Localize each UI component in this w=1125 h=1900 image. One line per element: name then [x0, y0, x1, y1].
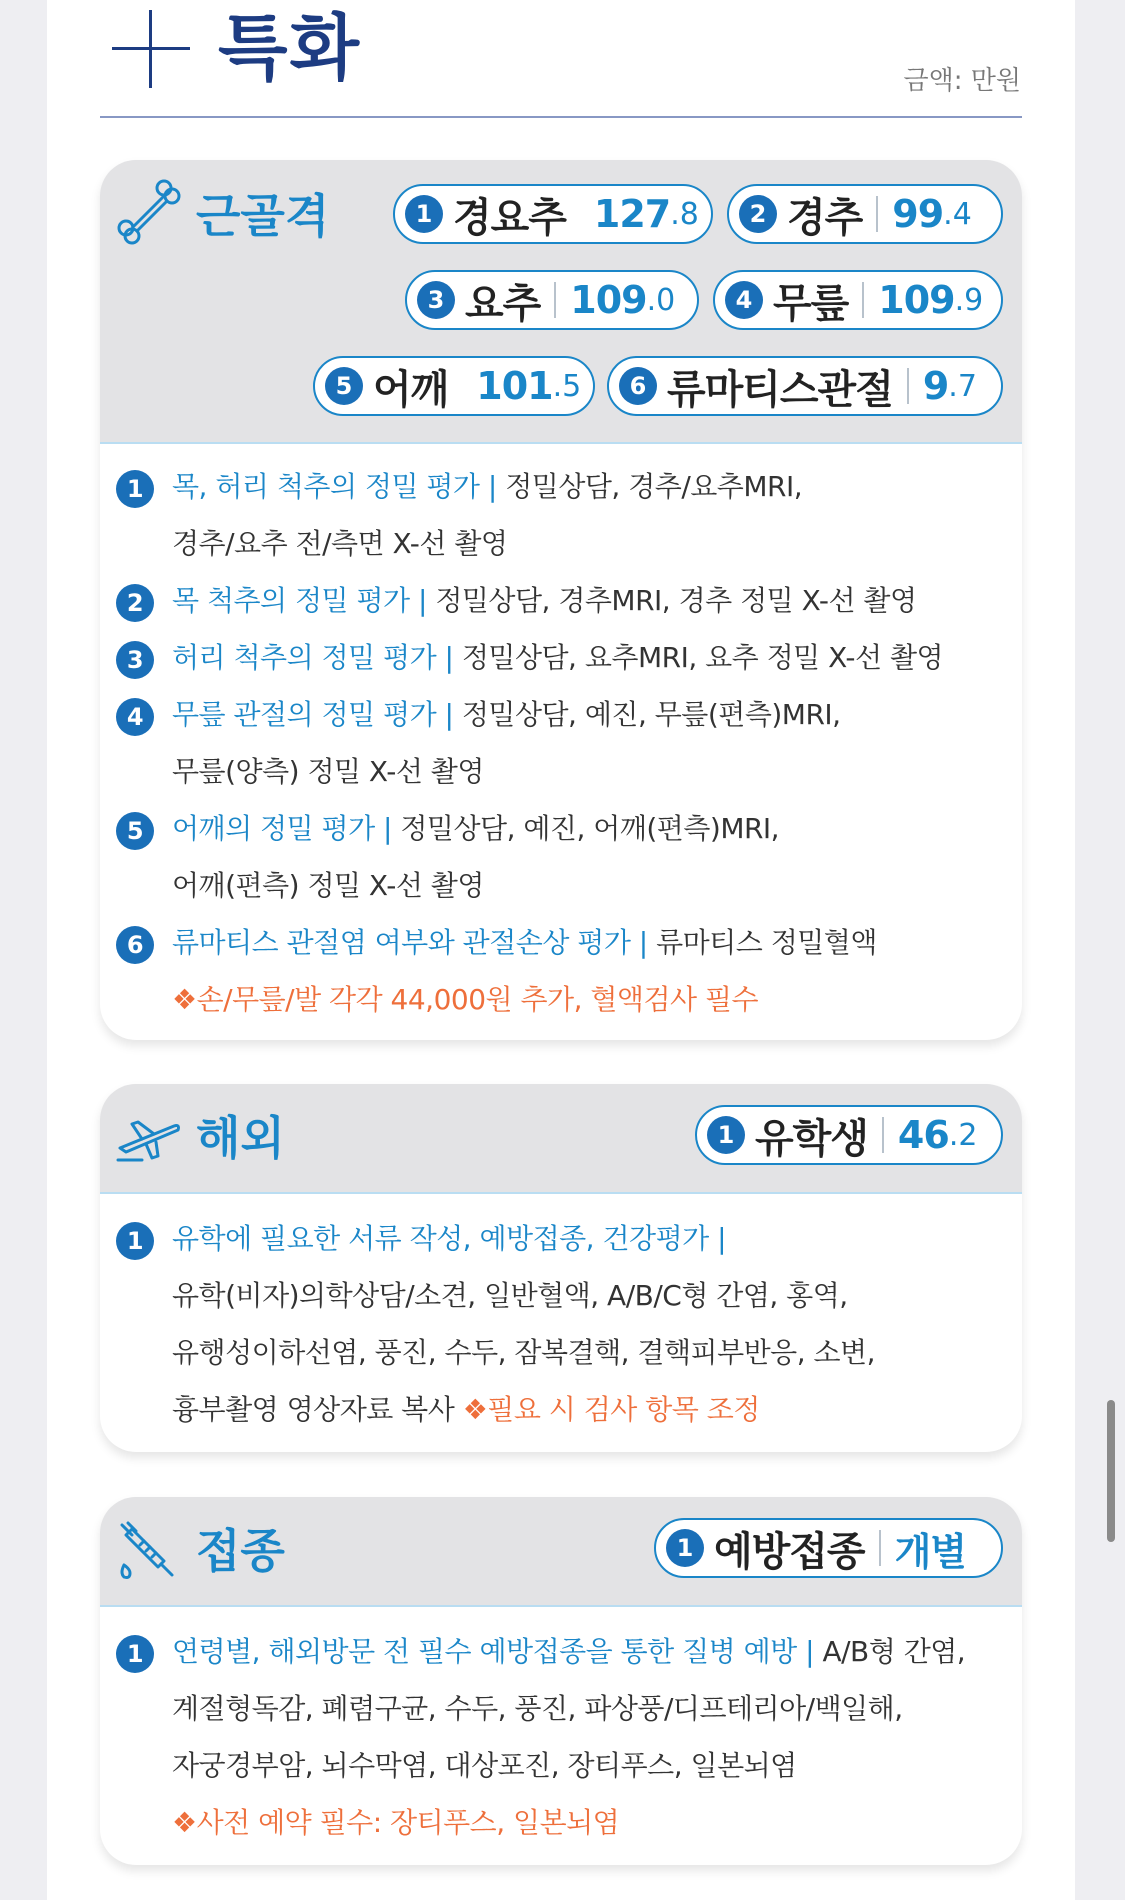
item-detail: 정밀상담, 경추MRI, 경추 정밀 X-선 촬영: [426, 584, 917, 617]
item-title: 유학에 필요한 서류 작성, 예방접종, 건강평가 |: [172, 1222, 727, 1255]
pill-name: 류마티스관절: [667, 366, 893, 413]
pill-price-decimal: .2: [948, 1117, 978, 1153]
item-title: 목, 허리 척추의 정밀 평가 |: [172, 470, 497, 503]
price-pill-student[interactable]: [695, 1105, 1003, 1165]
item-list: [116, 1623, 965, 1851]
number-badge: 1: [116, 1222, 154, 1260]
card-musculoskeletal: [100, 160, 1022, 1040]
card-overseas: [100, 1084, 1022, 1452]
card-header: [100, 1084, 1022, 1194]
airplane-icon: [112, 1102, 184, 1174]
number-badge: 4: [116, 698, 154, 736]
pill-price: 109: [570, 278, 647, 322]
item-detail-cont: 계절형독감, 폐렴구균, 수두, 풍진, 파상풍/디프테리아/백일해,: [172, 1692, 903, 1725]
category-label: 접종: [196, 1524, 285, 1578]
price-pill-shoulder[interactable]: [313, 356, 595, 416]
item-detail-cont: 어깨(편측) 정밀 X-선 촬영: [172, 869, 484, 902]
pill-price: 9: [922, 364, 949, 408]
pill-divider: [879, 1530, 881, 1566]
pill-price: 46: [897, 1113, 949, 1157]
pill-price-decimal: .4: [943, 196, 972, 232]
price-pill-vaccination[interactable]: [654, 1518, 1003, 1578]
pill-name: 무릎: [773, 280, 849, 327]
plus-icon: [112, 10, 190, 88]
number-badge: 1: [116, 1635, 154, 1673]
list-item: [116, 572, 943, 629]
category-label: 근골격: [196, 189, 330, 243]
pill-price-decimal: .0: [646, 282, 676, 318]
list-item: [116, 1210, 875, 1438]
list-item: [116, 629, 943, 686]
price-pill-rheumatoid[interactable]: [607, 356, 1003, 416]
item-detail: 정밀상담, 예진, 어깨(편측)MRI,: [391, 812, 780, 845]
number-badge: 1: [707, 1116, 745, 1154]
pill-name: 경추: [787, 194, 863, 241]
category-label: 해외: [196, 1111, 285, 1165]
price-pill-cervical[interactable]: [727, 184, 1003, 244]
pill-price: 99: [892, 192, 944, 236]
number-badge: 6: [116, 926, 154, 964]
price-pill-knee[interactable]: [713, 270, 1003, 330]
item-detail: A/B형 간염,: [814, 1635, 966, 1668]
list-item: [116, 686, 943, 800]
item-detail: 류마티스 정밀혈액: [647, 926, 877, 959]
number-badge: 1: [116, 470, 154, 508]
item-detail: 유학(비자)의학상담/소견, 일반혈액, A/B/C형 간염, 홍역,: [172, 1279, 848, 1312]
item-title: 류마티스 관절염 여부와 관절손상 평가 |: [172, 926, 648, 959]
pill-price: 개별: [894, 1529, 966, 1574]
item-title: 연령별, 해외방문 전 필수 예방접종을 통한 질병 예방 |: [172, 1635, 815, 1668]
number-badge: 4: [725, 281, 763, 319]
pill-price-decimal: .5: [552, 368, 582, 404]
item-detail: 정밀상담, 예진, 무릎(편측)MRI,: [453, 698, 841, 731]
pill-price-decimal: .9: [954, 282, 984, 318]
pill-name: 요추: [465, 280, 541, 327]
item-list: [116, 1210, 875, 1438]
pill-name: 경요추: [453, 194, 566, 241]
bone-icon: [112, 176, 184, 248]
pill-price: 101: [476, 364, 553, 408]
card-header: [100, 160, 1022, 444]
item-detail-cont: 유행성이하선염, 풍진, 수두, 잠복결핵, 결핵피부반응, 소변,: [172, 1336, 876, 1369]
pill-divider: [862, 282, 864, 318]
pill-price: 109: [878, 278, 955, 322]
number-badge: 3: [417, 281, 455, 319]
item-title: 목 척추의 정밀 평가 |: [172, 584, 427, 617]
pill-divider: [907, 368, 909, 404]
list-item: [116, 1623, 965, 1851]
pill-divider: [882, 1117, 884, 1153]
pill-name: 예방접종: [714, 1528, 865, 1575]
item-note: ❖손/무릎/발 각각 44,000원 추가, 혈액검사 필수: [172, 983, 759, 1016]
number-badge: 2: [116, 584, 154, 622]
item-list: [116, 458, 943, 1028]
price-pill-cervical-lumbar[interactable]: [393, 184, 713, 244]
number-badge: 2: [739, 195, 777, 233]
item-title: 무릎 관절의 정밀 평가 |: [172, 698, 454, 731]
item-title: 허리 척추의 정밀 평가 |: [172, 641, 454, 674]
header-divider: [100, 116, 1022, 118]
number-badge: 6: [619, 367, 657, 405]
unit-label: 금액: 만원: [903, 66, 1021, 96]
card-header: [100, 1497, 1022, 1607]
item-detail-cont: 경추/요추 전/측면 X-선 촬영: [172, 527, 508, 560]
item-note: ❖사전 예약 필수: 장티푸스, 일본뇌염: [172, 1806, 620, 1839]
list-item: [116, 914, 943, 1028]
pill-divider: [554, 282, 556, 318]
pill-name: 유학생: [755, 1115, 868, 1162]
pill-name: 어깨: [373, 366, 449, 413]
item-detail-cont: 흉부촬영 영상자료 복사: [172, 1393, 455, 1426]
pill-divider: [876, 196, 878, 232]
item-detail: 정밀상담, 요추MRI, 요추 정밀 X-선 촬영: [453, 641, 944, 674]
pill-price: 127: [593, 192, 671, 236]
item-detail-cont: 자궁경부암, 뇌수막염, 대상포진, 장티푸스, 일본뇌염: [172, 1749, 797, 1782]
pill-price-decimal: .8: [670, 196, 699, 232]
page-title: 특화: [218, 6, 362, 90]
scrollbar[interactable]: [1107, 1400, 1115, 1542]
syringe-icon: [112, 1515, 184, 1587]
number-badge: 1: [666, 1529, 704, 1567]
list-item: [116, 800, 943, 914]
price-pill-lumbar[interactable]: [405, 270, 699, 330]
item-detail-cont: 무릎(양측) 정밀 X-선 촬영: [172, 755, 484, 788]
number-badge: 3: [116, 641, 154, 679]
number-badge: 5: [325, 367, 363, 405]
card-vaccination: [100, 1497, 1022, 1865]
number-badge: 1: [405, 195, 443, 233]
item-detail: 정밀상담, 경추/요추MRI,: [496, 470, 803, 503]
pill-price-decimal: .7: [948, 368, 977, 404]
item-title: 어깨의 정밀 평가 |: [172, 812, 392, 845]
item-note: ❖필요 시 검사 항목 조정: [454, 1393, 760, 1426]
number-badge: 5: [116, 812, 154, 850]
list-item: [116, 458, 943, 572]
